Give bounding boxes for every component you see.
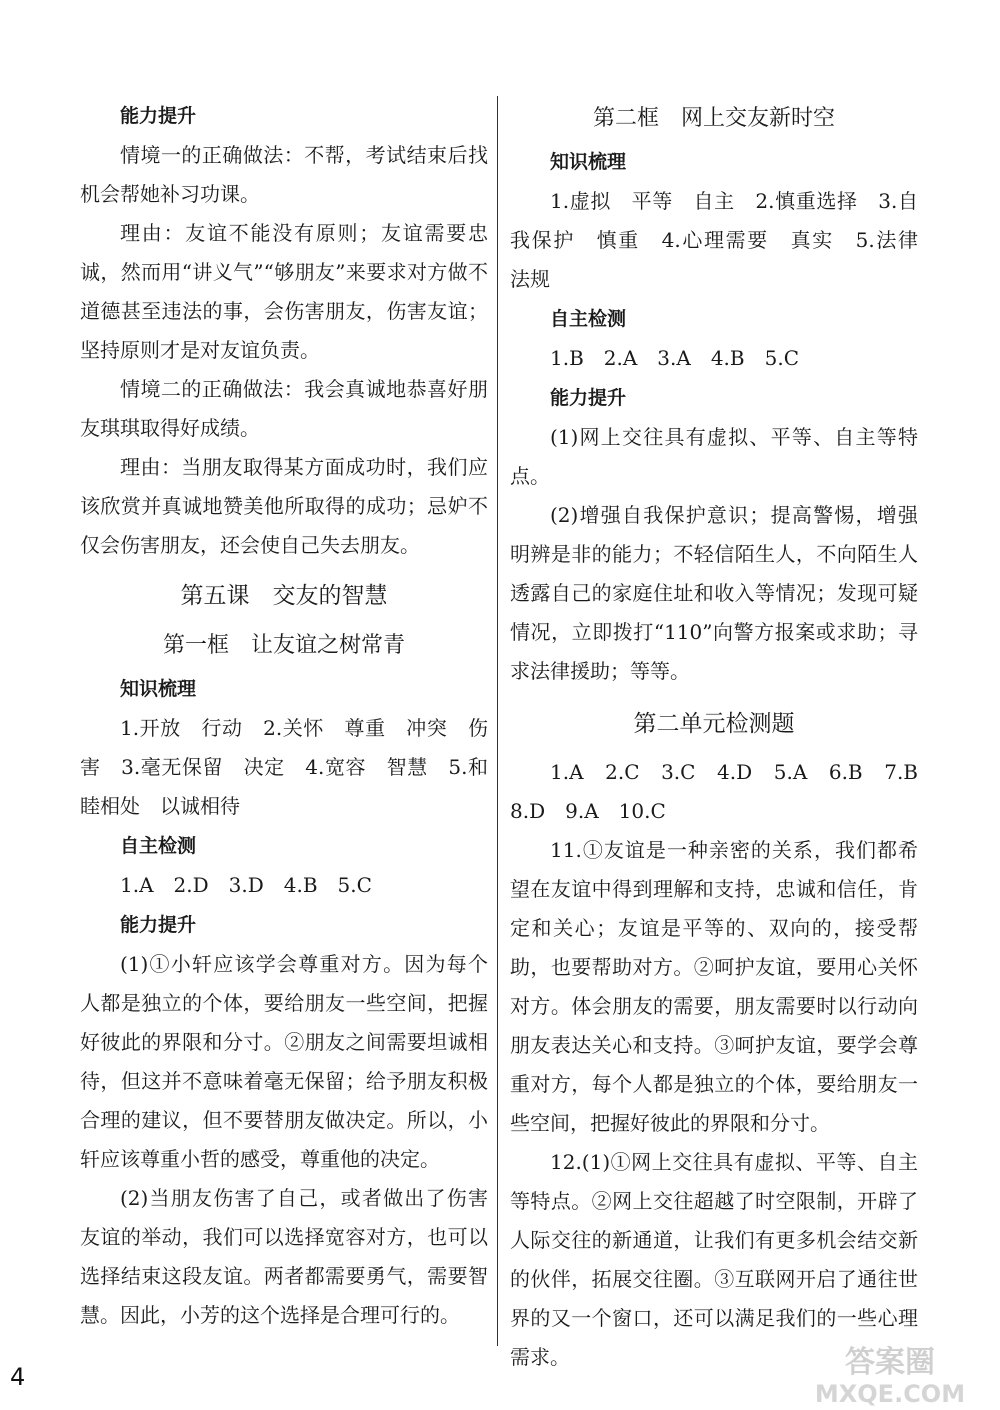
paragraph: 12.(1)①网上交往具有虚拟、平等、自主等特点。②网上交往超越了时空限制，开辟了人际交往的新通道，让我们有更多机会结交新的伙伴，拓展交往圈。③互联网开启了通往世界的又一个窗口，还可以满足我们的一些心理需求。 [510,1150,918,1369]
paragraph: (1)网上交往具有虚拟、平等、自主等特点。 [510,425,918,488]
watermark-logo [790,1340,990,1410]
unit-test-title: 第二单元检测题 [633,711,795,737]
right-column [510,96,938,1377]
paragraph: 11.①友谊是一种亲密的关系，我们都希望在友谊中得到理解和支持，忠诚和信任，肯定和关心；友谊是平等的、双向的，接受帮助，也要帮助对方。②呵护友谊，要用心关怀对方。体会朋友的需要，朋友需要时以行动向朋友表达关心和支持。③呵护友谊，要学会尊重对方，每个人都是独立的个体，要给朋友一些空间，把握好彼此的界限和分寸。 [510,838,918,1135]
heading-zhishi-shuli: 知识梳理 [550,151,627,173]
knowledge-answers: 1.虚拟 平等 自主 2.慎重选择 3.自我保护 慎重 4.心理需要 真实 5.法律 法规 [510,189,938,291]
lesson-title: 第五课 交友的智慧 [180,583,388,609]
frame-title: 第二框 网上交友新时空 [592,106,835,131]
watermark-url: MXQE.COM [814,1380,966,1408]
column-divider [497,96,498,1346]
paragraph: 理由：当朋友取得某方面成功时，我们应该欣赏并真诚地赞美他所取得的成功；忌妒不仅会伤害朋友，还会使自己失去朋友。 [80,455,488,557]
paragraph: 情境一的正确做法：不帮，考试结束后找机会帮她补习功课。 [80,143,488,206]
watermark-text: 答案圈 [845,1345,935,1380]
frame-title: 第一框 让友谊之树常青 [162,633,405,658]
heading-nengli-tisheng: 能力提升 [120,105,197,127]
page-number: 4 [10,1363,26,1391]
paragraph: (2)增强自我保护意识；提高警惕，增强明辨是非的能力；不轻信陌生人，不向陌生人透露自己的家庭住址和收入等情况；发现可疑情况，立即拨打“110”向警方报案或求助；寻求法律援助；等等。 [510,503,918,683]
heading-nengli-tisheng: 能力提升 [120,914,197,936]
knowledge-answers: 1.开放 行动 2.关怀 尊重 冲突 伤害 3.毫无保留 决定 4.宽容 智慧 5.和睦相处 以诚相待 [80,716,488,818]
heading-zizhu-jiance: 自主检测 [550,308,627,330]
heading-zhishi-shuli: 知识梳理 [120,678,197,700]
heading-nengli-tisheng: 能力提升 [550,387,627,409]
left-column [80,96,488,1335]
paragraph: (1)①小轩应该学会尊重对方。因为每个人都是独立的个体，要给朋友一些空间，把握好彼此的界限和分寸。②朋友之间需要坦诚相待，但这并不意味着毫无保留；给予朋友积极合理的建议，但不要替朋友做决定。所以，小轩应该尊重小哲的感受，尊重他的决定。 [80,952,488,1171]
paragraph: (2)当朋友伤害了自己，或者做出了伤害友谊的举动，我们可以选择宽容对方，也可以选择结束这段友谊。两者都需要勇气，需要智慧。因此，小芳的这个选择是合理可行的。 [80,1186,488,1327]
paragraph: 理由：友谊不能没有原则；友谊需要忠诚，然而用“讲义气”“够朋友”来要求对方做不道德甚至违法的事，会伤害朋友，伤害友谊；坚持原则才是对友谊负责。 [80,221,488,362]
paragraph: 情境二的正确做法：我会真诚地恭喜好朋友琪琪取得好成绩。 [80,377,488,440]
self-test-answers: 1.A 2.D 3.D 4.B 5.C [120,873,372,897]
unit-test-answers: 1.A 2.C 3.C 4.D 5.A 6.B 7.B 8.D 9.A 10.C [510,760,938,823]
self-test-answers: 1.B 2.A 3.A 4.B 5.C [550,346,799,370]
heading-zizhu-jiance: 自主检测 [120,835,197,857]
